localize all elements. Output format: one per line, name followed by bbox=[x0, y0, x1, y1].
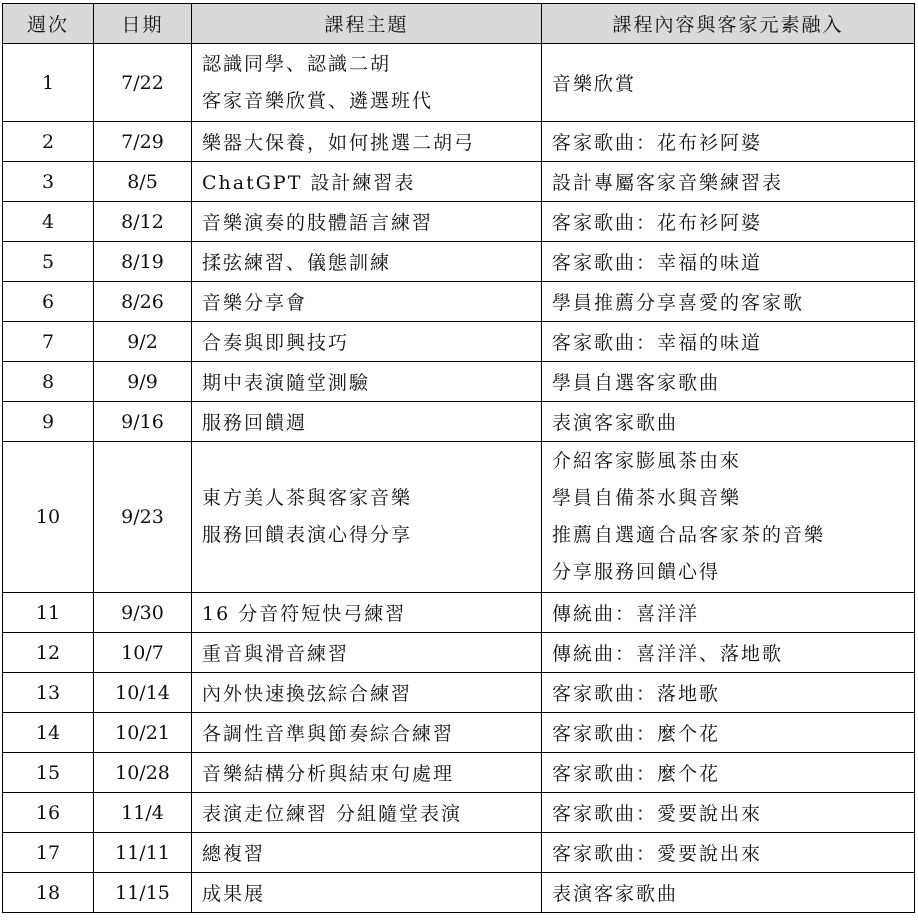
content-text: 學員自選客家歌曲 bbox=[552, 372, 721, 394]
week-cell: 16 bbox=[3, 793, 94, 833]
topic-cell bbox=[192, 162, 542, 202]
week-cell: 1 bbox=[3, 44, 94, 122]
content-cell bbox=[542, 793, 915, 833]
date-cell: 7/29 bbox=[94, 122, 192, 162]
topic-text: 東方美人茶與客家音樂 bbox=[202, 487, 413, 509]
content-text: 客家歌曲：花布衫阿婆 bbox=[552, 212, 763, 234]
content-cell bbox=[542, 442, 915, 593]
topic-cell bbox=[192, 322, 542, 362]
week-cell: 10 bbox=[3, 442, 94, 593]
topic-cell bbox=[192, 242, 542, 282]
topic-text: 客家音樂欣賞、遴選班代 bbox=[202, 89, 434, 112]
topic-text: ChatGPT 設計練習表 bbox=[202, 172, 416, 194]
topic-text: 各調性音準與節奏綜合練習 bbox=[202, 723, 455, 745]
date-cell: 11/4 bbox=[94, 793, 192, 833]
table-row bbox=[3, 713, 915, 753]
topic-text: 合奏與即興技巧 bbox=[202, 332, 350, 354]
topic-text: 表演走位練習 分組隨堂表演 bbox=[202, 803, 463, 825]
topic-cell bbox=[192, 873, 542, 913]
content-cell bbox=[542, 593, 915, 633]
date-cell: 8/26 bbox=[94, 282, 192, 322]
header-date: 日期 bbox=[94, 4, 192, 44]
header-row bbox=[3, 4, 915, 44]
table-row bbox=[3, 673, 915, 713]
week-cell: 13 bbox=[3, 673, 94, 713]
topic-cell bbox=[192, 593, 542, 633]
topic-text: 內外快速換弦綜合練習 bbox=[202, 683, 413, 705]
content-text: 客家歌曲：麼个花 bbox=[552, 723, 721, 745]
content-text: 傳統曲：喜洋洋 bbox=[552, 603, 700, 625]
table-row bbox=[3, 793, 915, 833]
date-cell: 10/7 bbox=[94, 633, 192, 673]
table-row bbox=[3, 202, 915, 242]
topic-cell bbox=[192, 282, 542, 322]
date-cell: 11/11 bbox=[94, 833, 192, 873]
week-cell: 9 bbox=[3, 402, 94, 442]
content-cell bbox=[542, 242, 915, 282]
week-cell: 14 bbox=[3, 713, 94, 753]
content-text: 客家歌曲：幸福的味道 bbox=[552, 252, 763, 274]
header-week: 週次 bbox=[3, 4, 94, 44]
week-cell: 4 bbox=[3, 202, 94, 242]
table-body bbox=[3, 44, 915, 913]
course-schedule bbox=[2, 3, 915, 913]
week-cell: 12 bbox=[3, 633, 94, 673]
table-row bbox=[3, 162, 915, 202]
topic-text: 期中表演隨堂測驗 bbox=[202, 372, 371, 394]
course-table bbox=[2, 3, 915, 913]
content-text: 客家歌曲：愛要說出來 bbox=[552, 803, 763, 825]
content-cell bbox=[542, 833, 915, 873]
topic-cell bbox=[192, 753, 542, 793]
content-text: 分享服務回饋心得 bbox=[552, 561, 721, 583]
table-row bbox=[3, 402, 915, 442]
header-topic: 課程主題 bbox=[192, 4, 542, 44]
content-cell bbox=[542, 44, 915, 122]
table-row bbox=[3, 833, 915, 873]
week-cell: 5 bbox=[3, 242, 94, 282]
content-text: 傳統曲：喜洋洋、落地歌 bbox=[552, 643, 784, 665]
topic-cell bbox=[192, 633, 542, 673]
topic-text: 揉弦練習、儀態訓練 bbox=[202, 252, 392, 274]
topic-text: 重音與滑音練習 bbox=[202, 643, 350, 665]
topic-cell bbox=[192, 713, 542, 753]
content-cell bbox=[542, 322, 915, 362]
topic-cell bbox=[192, 442, 542, 593]
content-text: 學員自備茶水與音樂 bbox=[552, 487, 742, 509]
table-row bbox=[3, 442, 915, 593]
week-cell: 15 bbox=[3, 753, 94, 793]
topic-text: 服務回饋週 bbox=[202, 412, 308, 434]
topic-cell bbox=[192, 673, 542, 713]
topic-cell bbox=[192, 402, 542, 442]
table-row bbox=[3, 593, 915, 633]
content-cell bbox=[542, 673, 915, 713]
content-text: 設計專屬客家音樂練習表 bbox=[552, 172, 784, 194]
content-cell bbox=[542, 753, 915, 793]
date-cell: 9/30 bbox=[94, 593, 192, 633]
content-cell bbox=[542, 162, 915, 202]
table-row bbox=[3, 122, 915, 162]
table-row bbox=[3, 633, 915, 673]
week-cell: 8 bbox=[3, 362, 94, 402]
table-row bbox=[3, 362, 915, 402]
topic-cell bbox=[192, 362, 542, 402]
week-cell: 17 bbox=[3, 833, 94, 873]
date-cell: 9/23 bbox=[94, 442, 192, 593]
content-text: 表演客家歌曲 bbox=[552, 412, 679, 434]
table-row bbox=[3, 282, 915, 322]
content-cell bbox=[542, 713, 915, 753]
date-cell: 10/21 bbox=[94, 713, 192, 753]
topic-text: 認識同學、認識二胡 bbox=[202, 52, 392, 75]
date-cell: 11/15 bbox=[94, 873, 192, 913]
week-cell: 2 bbox=[3, 122, 94, 162]
date-cell: 9/16 bbox=[94, 402, 192, 442]
topic-text: 16 分音符短快弓練習 bbox=[202, 603, 407, 625]
topic-text: 音樂分享會 bbox=[202, 292, 308, 314]
content-text: 推薦自選適合品客家茶的音樂 bbox=[552, 524, 826, 546]
topic-text: 音樂結構分析與結束句處理 bbox=[202, 763, 455, 785]
week-cell: 11 bbox=[3, 593, 94, 633]
topic-text: 音樂演奏的肢體語言練習 bbox=[202, 212, 434, 234]
content-text: 客家歌曲：愛要說出來 bbox=[552, 843, 763, 865]
content-cell bbox=[542, 633, 915, 673]
content-text: 音樂欣賞 bbox=[552, 73, 637, 95]
topic-cell bbox=[192, 44, 542, 122]
table-row bbox=[3, 753, 915, 793]
content-text: 介紹客家膨風茶由來 bbox=[552, 450, 742, 472]
table-row bbox=[3, 44, 915, 122]
week-cell: 7 bbox=[3, 322, 94, 362]
content-text: 學員推薦分享喜愛的客家歌 bbox=[552, 292, 805, 314]
table-row bbox=[3, 242, 915, 282]
date-cell: 8/19 bbox=[94, 242, 192, 282]
date-cell: 9/9 bbox=[94, 362, 192, 402]
topic-text: 服務回饋表演心得分享 bbox=[202, 524, 413, 546]
week-cell: 6 bbox=[3, 282, 94, 322]
content-cell bbox=[542, 282, 915, 322]
table-row bbox=[3, 873, 915, 913]
date-cell: 9/2 bbox=[94, 322, 192, 362]
content-cell bbox=[542, 873, 915, 913]
topic-cell bbox=[192, 793, 542, 833]
date-cell: 8/5 bbox=[94, 162, 192, 202]
topic-cell bbox=[192, 202, 542, 242]
content-cell bbox=[542, 202, 915, 242]
date-cell: 8/12 bbox=[94, 202, 192, 242]
table-header bbox=[3, 4, 915, 44]
week-cell: 18 bbox=[3, 873, 94, 913]
content-cell bbox=[542, 122, 915, 162]
content-text: 表演客家歌曲 bbox=[552, 883, 679, 905]
table-row bbox=[3, 322, 915, 362]
topic-text: 樂器大保養，如何挑選二胡弓 bbox=[202, 132, 476, 154]
content-text: 客家歌曲：花布衫阿婆 bbox=[552, 132, 763, 154]
content-text: 客家歌曲：麼个花 bbox=[552, 763, 721, 785]
week-cell: 3 bbox=[3, 162, 94, 202]
date-cell: 7/22 bbox=[94, 44, 192, 122]
content-text: 客家歌曲：落地歌 bbox=[552, 683, 721, 705]
topic-text: 成果展 bbox=[202, 883, 266, 905]
date-cell: 10/28 bbox=[94, 753, 192, 793]
topic-text: 總複習 bbox=[202, 843, 266, 865]
topic-cell bbox=[192, 833, 542, 873]
content-cell bbox=[542, 402, 915, 442]
content-cell bbox=[542, 362, 915, 402]
date-cell: 10/14 bbox=[94, 673, 192, 713]
topic-cell bbox=[192, 122, 542, 162]
header-content: 課程內容與客家元素融入 bbox=[542, 4, 915, 44]
content-text: 客家歌曲：幸福的味道 bbox=[552, 332, 763, 354]
